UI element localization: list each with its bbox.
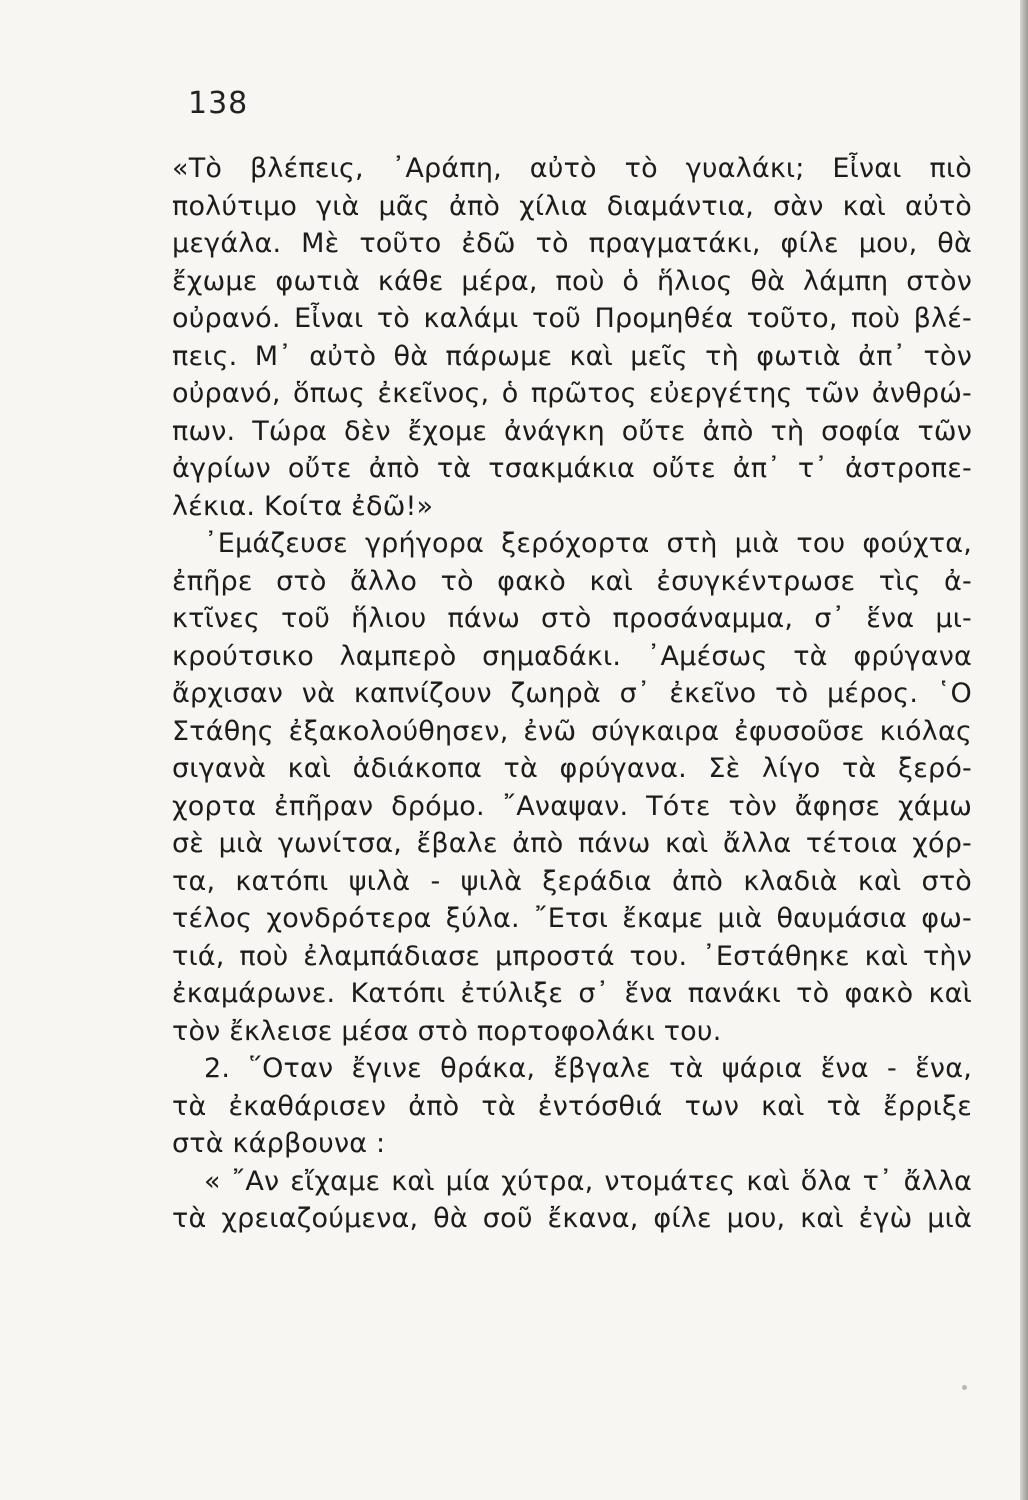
text-line: σὲ μιὰ γωνίτσα, ἔβαλε ἀπὸ πάνω καὶ ἄλλα τέτοια χόρ- [172,828,972,859]
text-line: σιγανὰ καὶ ἀδιάκοπα τὰ φρύγανα. Σὲ λίγο τὰ ξερό- [172,753,972,784]
paragraph-start-line: ᾿Εμάζευσε γρήγορα ξερόχορτα στὴ μιὰ του φούχτα, [204,528,972,559]
text-line: τὰ ἐκαθάρισεν ἀπὸ τὰ ἐντόσθιά των καὶ τὰ ἔρριξε [172,1090,972,1122]
text-line: πεις. Μ᾿ αὐτὸ θὰ πάρωμε καὶ μεῖς τὴ φωτιὰ ἀπ᾿ τὸν [172,340,972,372]
paragraph-start-line: « ῎Αν εἴχαμε καὶ μία χύτρα, ντομάτες καὶ ὅλα τ᾿ ἄλλα [204,1165,972,1197]
text-line: ἀγρίων οὔτε ἀπὸ τὰ τσακμάκια οὔτε ἀπ᾿ τ᾿ ἀστροπε- [172,453,972,484]
page-edge-shadow [1020,0,1028,1500]
text-line: τὰ χρειαζούμενα, θὰ σοῦ ἔκανα, φίλε μου, καὶ ἐγὼ μιὰ [172,1203,972,1234]
text-line: πολύτιμο γιὰ μᾶς ἀπὸ χίλια διαμάντια, σὰν καὶ αὐτὸ [172,190,972,222]
text-line: οὐρανό. Εἶναι τὸ καλάμι τοῦ Προμηθέα τοῦτο, ποὺ βλέ- [172,303,972,334]
text-line: λέκια. Κοίτα ἐδῶ!» [172,490,434,522]
text-line: τὸν ἔκλεισε μέσα στὸ πορτοφολάκι του. [172,1015,722,1047]
text-line: τιά, ποὺ ἐλαμπάδιασε μπροστά του. ᾿Εστάθηκε καὶ τὴν [172,940,972,972]
text-line: ἄρχισαν νὰ καπνίζουν ζωηρὰ σ᾿ ἐκεῖνο τὸ μέρος. ῾Ο [172,678,972,709]
text-line: ἐκαμάρωνε. Κατόπι ἐτύλιξε σ᾿ ἕνα πανάκι τὸ φακὸ καὶ [172,978,972,1009]
text-line: κτῖνες τοῦ ἥλιου πάνω στὸ προσάναμμα, σ᾿ ἕνα μι- [172,603,972,634]
text-line: «Τὸ βλέπεις, ᾿Αράπη, αὐτὸ τὸ γυαλάκι; Εἶναι πιὸ [172,153,972,184]
text-line: κρούτσικο λαμπερὸ σημαδάκι. ᾿Αμέσως τὰ φρύγανα [172,640,972,672]
text-line: Στάθης ἐξακολούθησεν, ἐνῶ σύγκαιρα ἐφυσοῦσε κιόλας [172,715,972,747]
text-line: πων. Τώρα δὲν ἔχομε ἀνάγκη οὔτε ἀπὸ τὴ σοφία τῶν [172,415,972,447]
text-line: στὰ κάρβουνα : [172,1128,386,1159]
text-line: τέλος χονδρότερα ξύλα. ῎Ετσι ἔκαμε μιὰ θαυμάσια φω- [172,903,972,934]
text-line: χορτα ἐπῆραν δρόμο. ῎Αναψαν. Τότε τὸν ἄφησε χάμω [172,790,972,822]
text-line: τα, κατόπι ψιλὰ - ψιλὰ ξεράδια ἀπὸ κλαδιὰ καὶ στὸ [172,865,972,897]
paragraph-start-line: 2. ῞Οταν ἔγινε θράκα, ἔβγαλε τὰ ψάρια ἕνα - ἕνα, [204,1053,972,1084]
body-text [172,150,972,1238]
text-line: ἔχωμε φωτιὰ κάθε μέρα, ποὺ ὁ ἥλιος θὰ λάμπη στὸν [172,265,972,297]
scan-speck [962,1385,967,1390]
text-line: μεγάλα. Μὲ τοῦτο ἐδῶ τὸ πραγματάκι, φίλε μου, θὰ [172,228,972,259]
text-line: ἐπῆρε στὸ ἄλλο τὸ φακὸ καὶ ἐσυγκέντρωσε τὶς ἀ- [172,565,972,597]
page-number: 138 [188,86,249,121]
text-line: οὐρανό, ὅπως ἐκεῖνος, ὁ πρῶτος εὐεργέτης τῶν ἀνθρώ- [172,378,972,409]
